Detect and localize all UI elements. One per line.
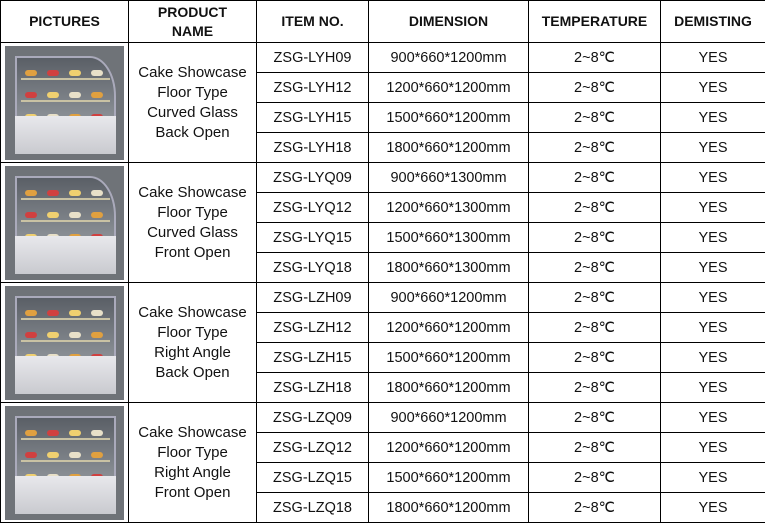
temperature-cell: 2~8℃	[529, 313, 661, 343]
dimension-cell: 900*660*1200mm	[369, 403, 529, 433]
dimension-cell: 1800*660*1200mm	[369, 373, 529, 403]
dimension-cell: 1800*660*1200mm	[369, 133, 529, 163]
product-name-line: Back Open	[155, 363, 230, 381]
product-name-line: Floor Type	[157, 323, 228, 341]
product-name-line: Cake Showcase	[138, 423, 247, 441]
temperature-cell: 2~8℃	[529, 163, 661, 193]
dimension-cell: 1200*660*1300mm	[369, 193, 529, 223]
header-temperature: TEMPERATURE	[529, 1, 661, 43]
temperature-cell: 2~8℃	[529, 193, 661, 223]
product-name-line: Cake Showcase	[138, 183, 247, 201]
temperature-cell: 2~8℃	[529, 253, 661, 283]
demisting-cell: YES	[661, 313, 765, 343]
showcase-image	[5, 46, 124, 160]
item-no-cell: ZSG-LZH09	[257, 283, 369, 313]
product-name-line: Back Open	[155, 123, 230, 141]
product-name-line: Curved Glass	[147, 103, 238, 121]
item-no-cell: ZSG-LYH15	[257, 103, 369, 133]
header-product-name: PRODUCT NAME	[129, 1, 257, 43]
demisting-cell: YES	[661, 493, 765, 523]
demisting-cell: YES	[661, 253, 765, 283]
dimension-cell: 900*660*1300mm	[369, 163, 529, 193]
demisting-cell: YES	[661, 223, 765, 253]
header-dimension: DIMENSION	[369, 1, 529, 43]
product-picture-cell	[1, 163, 129, 283]
product-name-line: Floor Type	[157, 443, 228, 461]
showcase-image	[5, 166, 124, 280]
showcase-image	[5, 286, 124, 400]
temperature-cell: 2~8℃	[529, 73, 661, 103]
demisting-cell: YES	[661, 103, 765, 133]
dimension-cell: 1800*660*1200mm	[369, 493, 529, 523]
product-name-line: Front Open	[154, 243, 231, 261]
table-row	[1, 403, 765, 433]
item-no-cell: ZSG-LYH12	[257, 73, 369, 103]
product-name-line: Right Angle	[154, 343, 231, 361]
dimension-cell: 1500*660*1200mm	[369, 343, 529, 373]
demisting-cell: YES	[661, 73, 765, 103]
product-name-line: Floor Type	[157, 83, 228, 101]
header-row	[1, 1, 765, 43]
table-row	[1, 283, 765, 313]
temperature-cell: 2~8℃	[529, 223, 661, 253]
product-name	[129, 43, 257, 163]
demisting-cell: YES	[661, 43, 765, 73]
demisting-cell: YES	[661, 433, 765, 463]
temperature-cell: 2~8℃	[529, 373, 661, 403]
temperature-cell: 2~8℃	[529, 433, 661, 463]
item-no-cell: ZSG-LYH18	[257, 133, 369, 163]
dimension-cell: 1200*660*1200mm	[369, 313, 529, 343]
item-no-cell: ZSG-LYQ12	[257, 193, 369, 223]
item-no-cell: ZSG-LYQ18	[257, 253, 369, 283]
temperature-cell: 2~8℃	[529, 493, 661, 523]
product-name	[129, 283, 257, 403]
showcase-image	[5, 406, 124, 520]
dimension-cell: 1500*660*1300mm	[369, 223, 529, 253]
temperature-cell: 2~8℃	[529, 343, 661, 373]
item-no-cell: ZSG-LYH09	[257, 43, 369, 73]
demisting-cell: YES	[661, 133, 765, 163]
temperature-cell: 2~8℃	[529, 283, 661, 313]
temperature-cell: 2~8℃	[529, 133, 661, 163]
dimension-cell: 1800*660*1300mm	[369, 253, 529, 283]
dimension-cell: 1500*660*1200mm	[369, 463, 529, 493]
demisting-cell: YES	[661, 283, 765, 313]
header-demisting: DEMISTING	[661, 1, 765, 43]
header-pictures: PICTURES	[1, 1, 129, 43]
table-row	[1, 43, 765, 73]
item-no-cell: ZSG-LZH12	[257, 313, 369, 343]
demisting-cell: YES	[661, 343, 765, 373]
header-item-no: ITEM NO.	[257, 1, 369, 43]
item-no-cell: ZSG-LZH18	[257, 373, 369, 403]
product-name-line: Front Open	[154, 483, 231, 501]
product-name-line: Curved Glass	[147, 223, 238, 241]
product-name-line: Cake Showcase	[138, 303, 247, 321]
item-no-cell: ZSG-LZQ15	[257, 463, 369, 493]
temperature-cell: 2~8℃	[529, 403, 661, 433]
temperature-cell: 2~8℃	[529, 43, 661, 73]
demisting-cell: YES	[661, 163, 765, 193]
temperature-cell: 2~8℃	[529, 103, 661, 133]
dimension-cell: 900*660*1200mm	[369, 43, 529, 73]
product-picture-cell	[1, 43, 129, 163]
product-name-line: Floor Type	[157, 203, 228, 221]
temperature-cell: 2~8℃	[529, 463, 661, 493]
product-name-line: Cake Showcase	[138, 63, 247, 81]
product-picture-cell	[1, 283, 129, 403]
item-no-cell: ZSG-LYQ09	[257, 163, 369, 193]
item-no-cell: ZSG-LZQ09	[257, 403, 369, 433]
item-no-cell: ZSG-LZQ18	[257, 493, 369, 523]
demisting-cell: YES	[661, 193, 765, 223]
demisting-cell: YES	[661, 373, 765, 403]
item-no-cell: ZSG-LYQ15	[257, 223, 369, 253]
dimension-cell: 900*660*1200mm	[369, 283, 529, 313]
item-no-cell: ZSG-LZQ12	[257, 433, 369, 463]
dimension-cell: 1200*660*1200mm	[369, 73, 529, 103]
product-name	[129, 163, 257, 283]
dimension-cell: 1200*660*1200mm	[369, 433, 529, 463]
product-name	[129, 403, 257, 523]
demisting-cell: YES	[661, 463, 765, 493]
item-no-cell: ZSG-LZH15	[257, 343, 369, 373]
product-picture-cell	[1, 403, 129, 523]
dimension-cell: 1500*660*1200mm	[369, 103, 529, 133]
product-name-line: Right Angle	[154, 463, 231, 481]
table-row	[1, 163, 765, 193]
demisting-cell: YES	[661, 403, 765, 433]
